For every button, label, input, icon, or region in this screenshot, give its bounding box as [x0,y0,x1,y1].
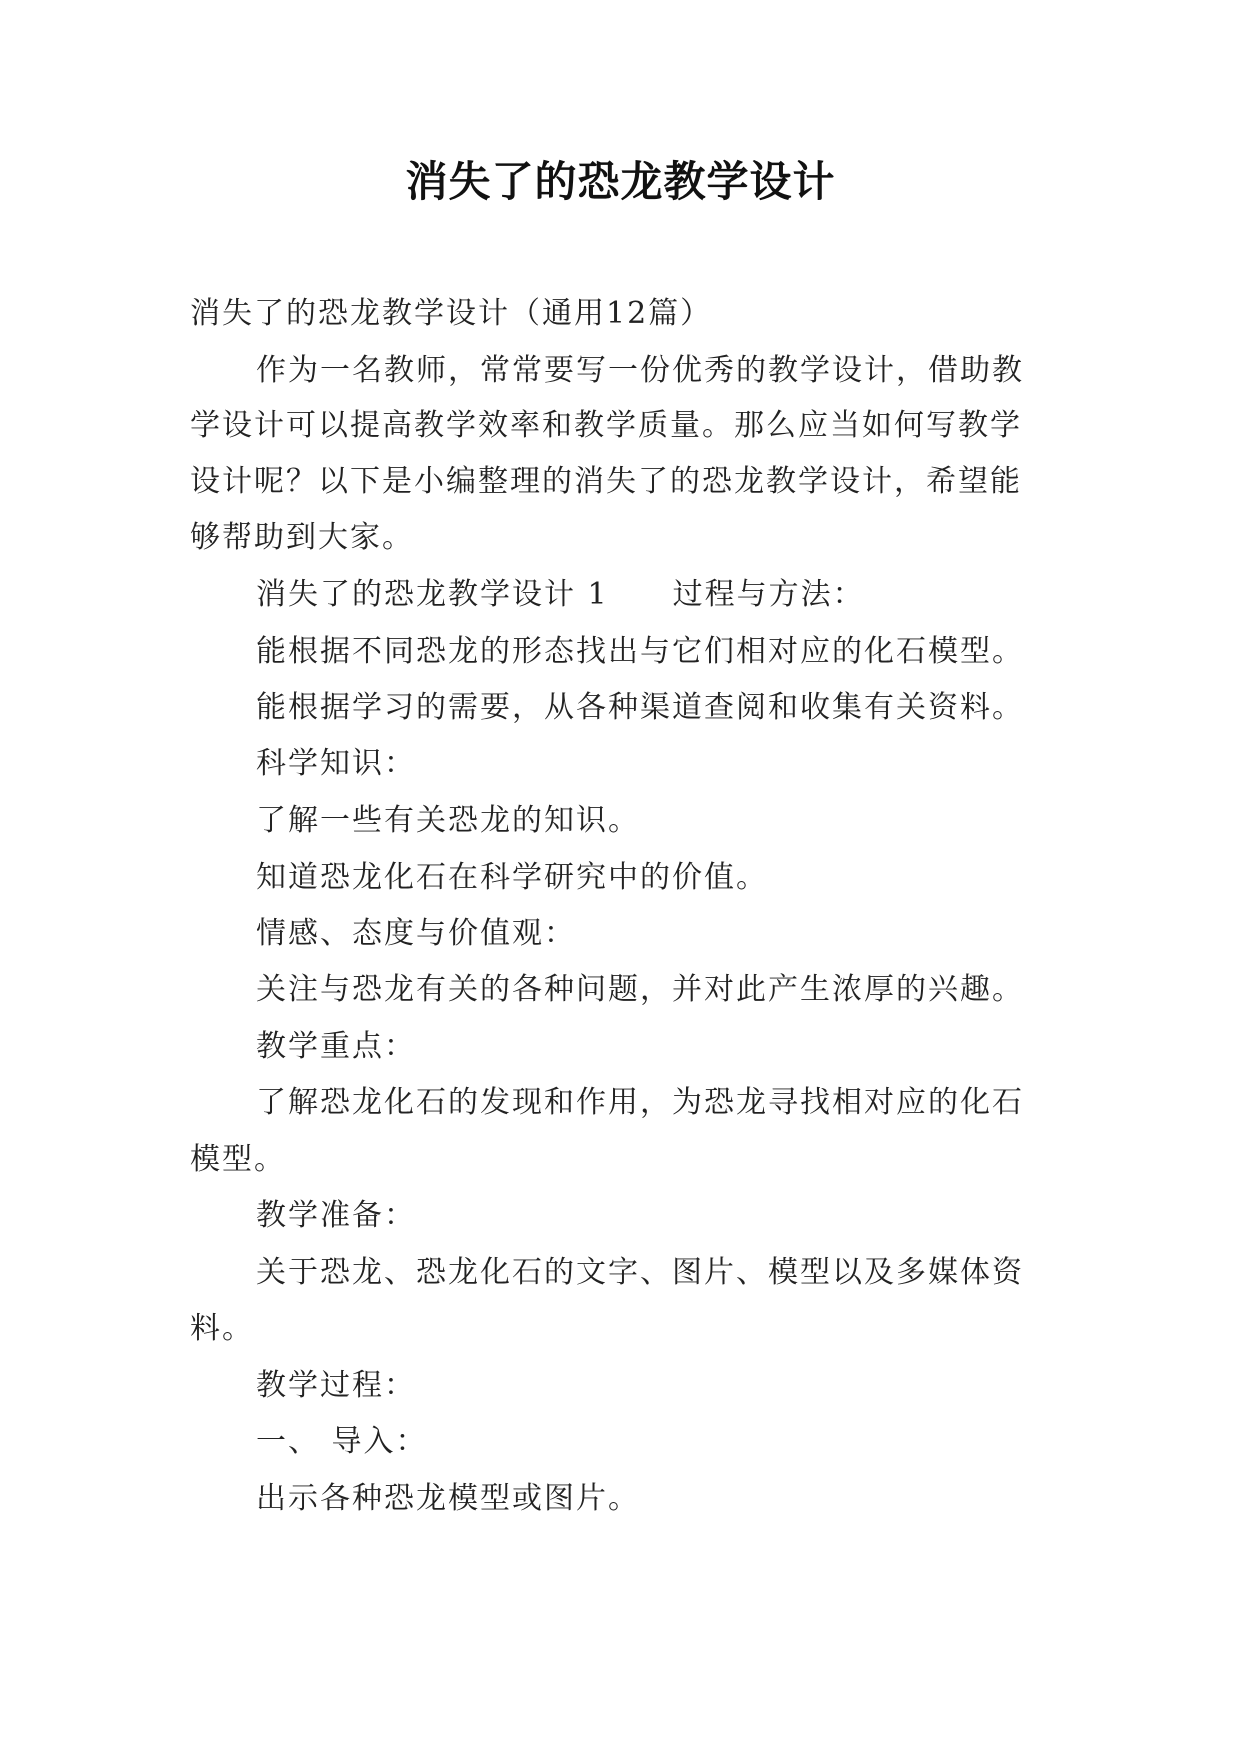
section-heading: 教学重点： [256,1029,416,1064]
paragraph-line: 知道恐龙化石在科学研究中的价值。 [256,860,768,895]
paragraph-line: 了解恐龙化石的发现和作用，为恐龙寻找相对应的化石 [256,1085,1024,1120]
paragraph-line: 够帮助到大家。 [190,520,414,555]
document-title: 消失了的恐龙教学设计 [405,157,836,206]
section-heading: 情感、态度与价值观： [256,916,576,951]
paragraph-line: 关注与恐龙有关的各种问题，并对此产生浓厚的兴趣。 [256,972,1024,1007]
paragraph-line: 了解一些有关恐龙的知识。 [256,803,640,838]
section-heading: 消失了的恐龙教学设计 1 过程与方法： [256,577,865,612]
subtitle-line: 消失了的恐龙教学设计（通用12篇） [190,296,713,331]
paragraph-line: 作为一名教师，常常要写一份优秀的教学设计，借助教 [256,353,1024,388]
section-heading: 教学过程： [256,1368,416,1403]
paragraph-line: 学设计可以提高教学效率和教学质量。那么应当如何写教学 [190,408,1022,443]
paragraph-line: 能根据学习的需要，从各种渠道查阅和收集有关资料。 [256,690,1024,725]
paragraph-line: 出示各种恐龙模型或图片。 [256,1481,640,1516]
paragraph-line: 料。 [190,1311,254,1346]
paragraph-line: 模型。 [190,1142,286,1177]
section-heading: 教学准备： [256,1198,416,1233]
paragraph-line: 能根据不同恐龙的形态找出与它们相对应的化石模型。 [256,634,1024,669]
section-heading: 科学知识： [256,746,416,781]
paragraph-line: 关于恐龙、恐龙化石的文字、图片、模型以及多媒体资 [256,1255,1024,1290]
section-heading: 一、 导入： [256,1424,428,1459]
paragraph-line: 设计呢？以下是小编整理的消失了的恐龙教学设计，希望能 [190,464,1022,499]
